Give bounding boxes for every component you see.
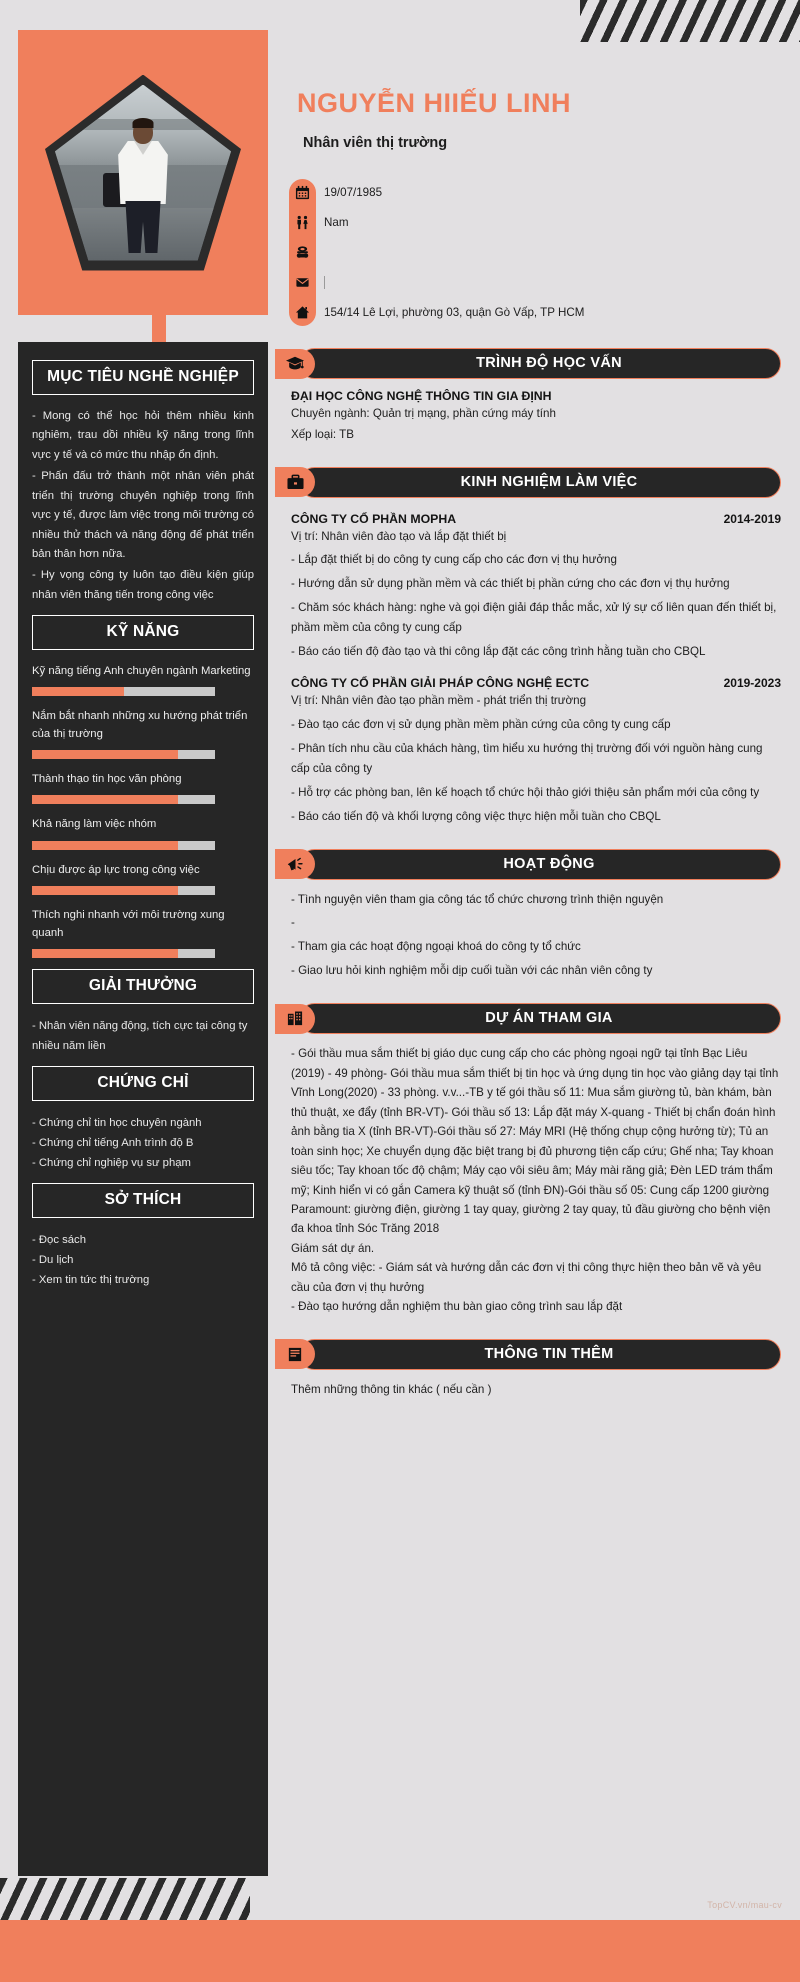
decor-stripes-top-right	[580, 0, 800, 42]
birthday-value: 19/07/1985	[324, 185, 383, 199]
sidebar	[18, 342, 268, 1876]
job-bullet: - Đào tạo các đơn vị sử dụng phần mềm phần cứng của công ty cung cấp	[291, 717, 671, 731]
gender-icon	[285, 215, 320, 230]
job-bullet: - Báo cáo tiến độ đào tạo và thi công lắp đặt các công trình hằng tuần cho CBQL	[291, 645, 706, 659]
briefcase-icon	[275, 467, 315, 497]
page-title: NGUYỄN HIIẾU LINH	[297, 88, 572, 118]
photo-frame	[45, 75, 241, 271]
experience-job	[285, 512, 781, 662]
skill-item	[32, 662, 254, 696]
phone-icon	[285, 245, 320, 260]
projects-block	[285, 1044, 781, 1317]
sidebar-heading-objective: MỤC TIÊU NGHỀ NGHIỆP	[32, 360, 254, 395]
skill-bar	[32, 750, 215, 759]
photo-block	[18, 30, 268, 315]
job-bullet: - Chăm sóc khách hàng: nghe và gọi điện giải đáp thắc mắc, xử lý sự cố liên quan đến thiết bị, phầm mềm của công ty cung cấp	[291, 601, 777, 635]
sidebar-heading-skills: KỸ NĂNG	[32, 615, 254, 650]
projects-description: Mô tả công việc: - Giám sát và hướng dẫn các đơn vị thi công thực hiện theo bản vẽ và yêu cầu của đơn vị thụ hưởng	[291, 1261, 762, 1294]
job-company: CÔNG TY CỔ PHẦN MOPHA	[291, 511, 457, 526]
projects-supervise: Giám sát dự án.	[291, 1241, 375, 1255]
main-content	[285, 66, 781, 1399]
contact-row-email	[285, 269, 781, 296]
skill-item	[32, 815, 254, 849]
skill-bar	[32, 795, 215, 804]
section-header-education	[285, 348, 781, 379]
skill-bar	[32, 949, 215, 958]
skill-label: Chịu được áp lực trong công việc	[32, 863, 200, 876]
activities-block	[285, 890, 781, 982]
skill-bar	[32, 886, 215, 895]
decor-stripes-bottom-left	[0, 1878, 250, 1920]
skill-label: Kỹ năng tiếng Anh chuyên ngành Marketing	[32, 665, 251, 678]
address-value: 154/14 Lê Lợi, phường 03, quận Gò Vấp, TP HCM	[324, 305, 585, 319]
section-header-more	[285, 1339, 781, 1370]
objective-paragraph: - Hy vọng công ty luôn tạo điều kiện giúp nhân viên thăng tiến trong công việc	[32, 569, 254, 601]
hobby-item: - Du lịch	[32, 1254, 74, 1267]
job-position: Vị trí: Nhân viên đào tạo phần mềm - phát triển thị trường	[291, 694, 587, 708]
decor-bottom-bar	[0, 1920, 800, 1982]
graduation-cap-icon	[275, 349, 315, 379]
activity-item: - Tình nguyện viên tham gia công tác tổ chức chương trình thiện nguyện	[291, 892, 664, 906]
skill-item	[32, 861, 254, 895]
education-block	[285, 389, 781, 445]
watermark: TopCV.vn/mau-cv	[707, 1900, 782, 1910]
home-icon	[285, 305, 320, 320]
contact-row-gender	[285, 209, 781, 236]
gender-value: Nam	[324, 215, 349, 229]
education-school: ĐẠI HỌC CÔNG NGHỆ THÔNG TIN GIA ĐỊNH	[291, 389, 552, 403]
job-position: Vị trí: Nhân viên đào tạo và lắp đặt thiết bị	[291, 529, 507, 543]
activity-item: - Giao lưu hỏi kinh nghiệm mỗi dịp cuối tuần với các nhân viên công ty	[291, 964, 653, 978]
education-grade: Xếp loại: TB	[291, 427, 354, 441]
certificate-item: - Chứng chỉ nghiệp vụ sư phạm	[32, 1157, 191, 1170]
building-icon	[275, 1004, 315, 1034]
skill-item	[32, 770, 254, 804]
megaphone-icon	[275, 849, 315, 879]
section-header-experience	[285, 467, 781, 498]
skill-label: Khả năng làm việc nhóm	[32, 818, 157, 831]
section-title-activities: HOẠT ĐỘNG	[299, 849, 781, 880]
skill-label: Thích nghi nhanh với môi trường xung quanh	[32, 908, 225, 939]
hobby-item: - Xem tin tức thị trường	[32, 1274, 150, 1287]
email-icon	[285, 275, 320, 290]
activity-item: - Tham gia các hoạt động ngoại khoá do công ty tổ chức	[291, 940, 581, 954]
objective-paragraph: - Phấn đấu trở thành một nhân viên phát triển thị trường chuyên nghiệp trong lĩnh vực y tế, được làm việc trong môi trường có nhiều thử thách và năng động để phát triển bản thân hơn nữa.	[32, 470, 254, 560]
award-item: - Nhân viên năng động, tích cực tại công ty nhiều năm liền	[32, 1019, 248, 1052]
job-bullet: - Hướng dẫn sử dụng phần mềm và các thiết bị phần cứng cho các đơn vị thụ hưởng	[291, 577, 730, 591]
projects-body: - Gói thầu mua sắm thiết bị giáo dục cung cấp cho các phòng ngoại ngữ tại tỉnh Bạc Liêu (2019) - 49 phòng- Gói thầu mua sắm thiết bị tin học và ứng dụng tin học vào giảng dạy tại tỉnh Vĩnh Long(2020) - 33 phòng. v.v...-TB y tế gói thầu số 11: Mua sắm giường tủ, bàn khám, bàn thủ thuật, xe đẩy (tỉnh BR-VT)- Gói thầu số 13: Lắp đặt máy X-quang - Thiết bị chẩn đoán hình ảnh bằng tia X (tỉnh BR-VT)-Gói thầu số 27: Máy MRI (Hệ thống chụp cộng hưởng từ); Tủ an toàn sinh học; Xe chuyển dụng đặc biệt trang bị đủ phương tiện cấp cứu; Ghế nha; Tay khoan siêu tốc; Tay khoan tốc độ chậm; Máy cạo vôi siêu âm; Máy mài răng giả; Đèn LED trám thẩm mỹ; Kinh hiển vi có gắn Camera kỹ thuật số (tỉnh ĐN)-Gói thầu số 05: Cung cấp 1200 giường Paramount: giường điện, giường 1 tay quay, giường 2 tay quay, tủ đầu giường cho bệnh viện đa khoa tỉnh Sóc Trăng 2018	[291, 1047, 779, 1236]
email-value	[320, 276, 325, 290]
education-major: Chuyên ngành: Quản trị mạng, phần cứng máy tính	[291, 407, 556, 420]
contact-row-phone	[285, 239, 781, 266]
note-icon	[275, 1339, 315, 1369]
skill-bar	[32, 841, 215, 850]
contact-row-birthday	[285, 179, 781, 206]
job-bullet: - Lắp đặt thiết bị do công ty cung cấp cho các đơn vị thụ hưởng	[291, 553, 617, 567]
section-title-projects: DỰ ÁN THAM GIA	[299, 1003, 781, 1034]
job-header	[291, 512, 781, 526]
objective-paragraph: - Mong có thể học hỏi thêm nhiều kinh nghiêm, trau dồi nhiều kỹ năng trong lĩnh vực y tế và có mức thu nhập ổn định.	[32, 410, 254, 461]
job-bullet: - Phân tích nhu cầu của khách hàng, tìm hiểu xu hướng thị trường đối với nguồn hàng cung cấp của công ty	[291, 741, 763, 775]
more-block	[285, 1380, 781, 1399]
hobby-item: - Đọc sách	[32, 1234, 86, 1247]
skill-label: Nắm bắt nhanh những xu hướng phát triển của thị trường	[32, 710, 248, 741]
sidebar-heading-hobbies: SỞ THÍCH	[32, 1183, 254, 1218]
activity-item: -	[291, 916, 295, 930]
section-header-projects	[285, 1003, 781, 1034]
section-title-more: THÔNG TIN THÊM	[299, 1339, 781, 1370]
certificate-item: - Chứng chỉ tin học chuyên ngành	[32, 1116, 202, 1129]
calendar-icon	[285, 185, 320, 200]
profile-photo	[55, 85, 231, 261]
sidebar-heading-certificates: CHỨNG CHỈ	[32, 1066, 254, 1101]
skill-item	[32, 707, 254, 759]
job-header	[291, 676, 781, 690]
skill-item	[32, 906, 254, 958]
text-caret	[324, 276, 325, 289]
section-title-education: TRÌNH ĐỘ HỌC VẤN	[299, 348, 781, 379]
job-bullet: - Báo cáo tiến độ và khối lượng công việc thực hiện mỗi tuần cho CBQL	[291, 809, 661, 823]
skill-bar	[32, 687, 215, 696]
sidebar-heading-awards: GIẢI THƯỞNG	[32, 969, 254, 1004]
job-period: 2019-2023	[723, 676, 781, 691]
contact-list	[285, 179, 781, 326]
more-body: Thêm những thông tin khác ( nếu cần )	[291, 1382, 492, 1396]
job-company: CÔNG TY CỔ PHẦN GIẢI PHÁP CÔNG NGHỆ ECTC	[291, 676, 590, 691]
section-title-experience: KINH NGHIỆM LÀM VIỆC	[299, 467, 781, 498]
projects-last: - Đào tạo hướng dẫn nghiệm thu bàn giao công trình sau lắp đặt	[291, 1300, 623, 1314]
phone-value	[320, 246, 324, 260]
job-role: Nhân viên thị trường	[303, 135, 448, 151]
skill-label: Thành thạo tin học văn phòng	[32, 773, 182, 786]
contact-row-address	[285, 299, 781, 326]
section-header-activities	[285, 849, 781, 880]
certificate-item: - Chứng chỉ tiếng Anh trình độ B	[32, 1137, 194, 1149]
experience-job	[285, 676, 781, 826]
job-bullet: - Hỗ trợ các phòng ban, lên kế hoạch tổ chức hội thảo giới thiệu sản phẩm mới của công ty	[291, 785, 760, 799]
job-period: 2014-2019	[723, 511, 781, 526]
